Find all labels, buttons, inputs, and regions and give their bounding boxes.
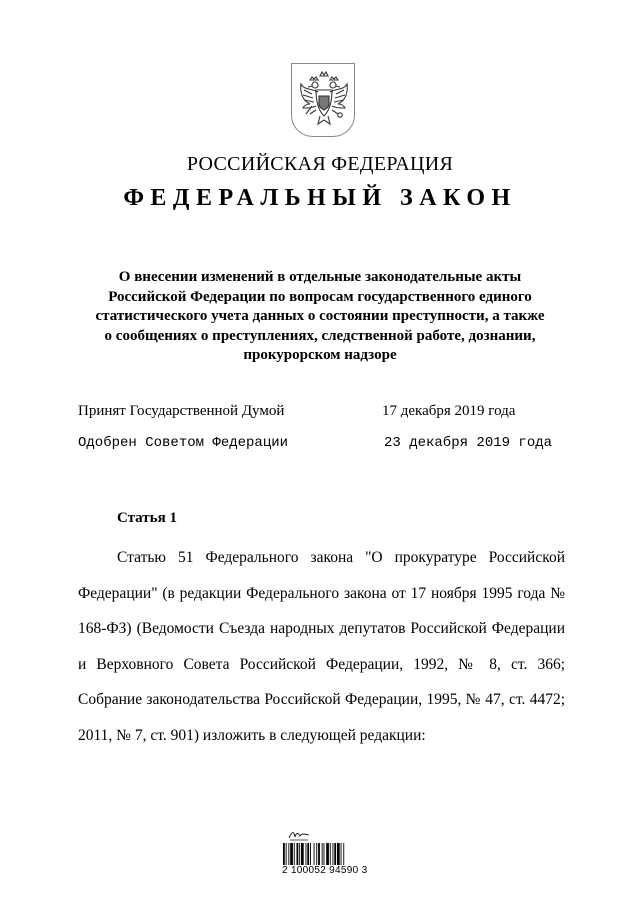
barcode (283, 843, 363, 865)
article-heading: Статья 1 (117, 510, 177, 526)
signature-mark (288, 829, 310, 841)
article-body: Статью 51 Федерального закона "О прокуратуре Российской Федерации" (в редакции Федерального закона от 17 ноября 1995 года № 168-ФЗ) (Ведомости Съезда народных депутатов Российской Федерации и Верховного Совета Российской Федерации, 1992, № 8, ст. 366; Собрание законодательства Российской Федерации, 1995, № 47, ст. 4472; 2011, № 7, ст. 901) изложить в следующей редакции: (78, 549, 565, 744)
country-name: РОССИЙСКАЯ ФЕДЕРАЦИЯ (186, 153, 454, 175)
approved-date: 23 декабря 2019 года (384, 435, 553, 451)
law-title: О внесении изменений в отдельные законодательные акты Российской Федерации по вопросам государственного единого статистического учета данных о состоянии преступности, а также о сообщениях о преступлениях, следственной работе, дознании, прокурорском надзоре (95, 269, 545, 363)
approved-label: Одобрен Советом Федерации (78, 435, 289, 451)
adopted-label: Принят Государственной Думой (78, 403, 285, 419)
coat-of-arms-icon (291, 63, 355, 137)
barcode-number: 2 100052 94590 3 (282, 865, 368, 876)
adopted-date: 17 декабря 2019 года (382, 403, 516, 419)
document-type: ФЕДЕРАЛЬНЫЙ ЗАКОН (123, 185, 517, 211)
